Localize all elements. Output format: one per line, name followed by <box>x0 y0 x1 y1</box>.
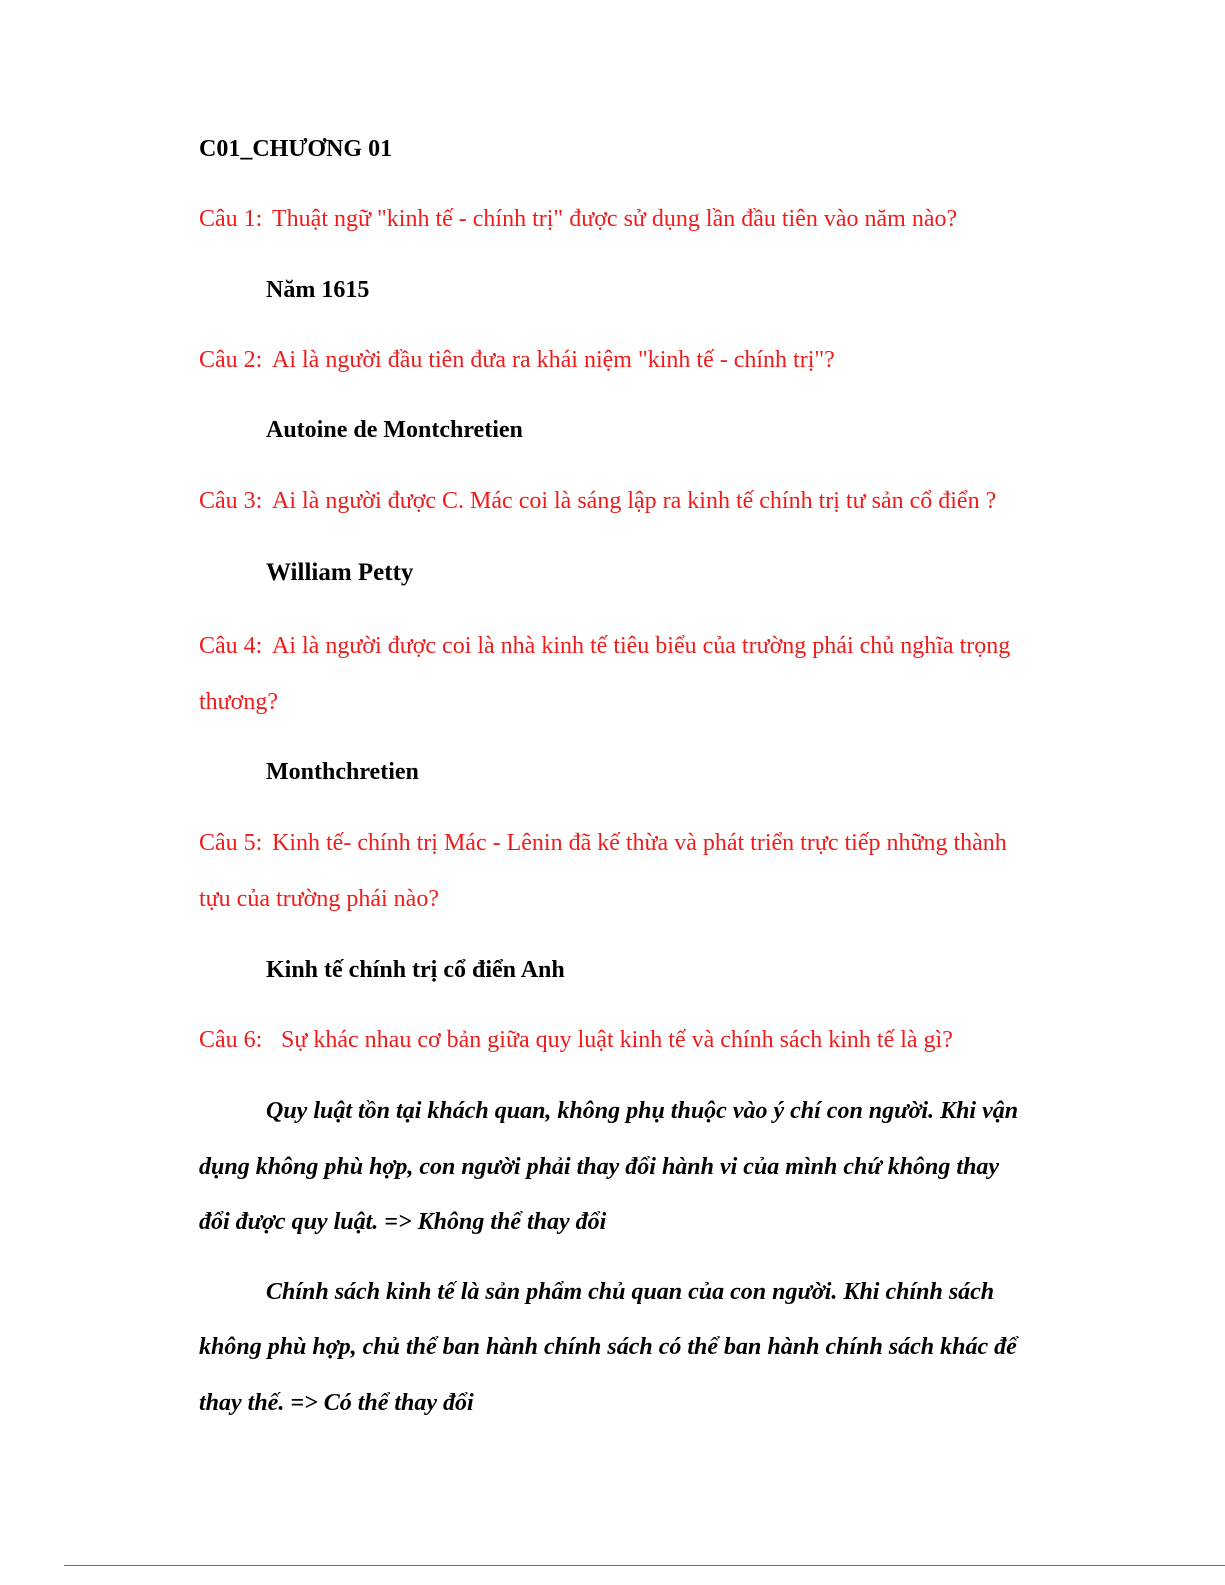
answer-4: Monthchretien <box>266 759 419 785</box>
question-text: Sự khác nhau cơ bản giữa quy luật kinh tế và chính sách kinh tế là gì? <box>281 1027 953 1053</box>
question-4 <box>199 631 1010 661</box>
answer-1: Năm 1615 <box>266 277 370 303</box>
question-5-continued: tựu của trường phái nào? <box>199 886 439 912</box>
question-number: Câu 2: <box>199 347 263 373</box>
answer-6-paragraph-2-line-1: Chính sách kinh tế là sản phẩm chủ quan của con người. Khi chính sách <box>266 1279 995 1305</box>
question-text: Thuật ngữ "kinh tế - chính trị" được sử dụng lần đầu tiên vào năm nào? <box>272 206 958 232</box>
answer-6-paragraph-1-line-2: dụng không phù hợp, con người phải thay đổi hành vi của mình chứ không thay <box>199 1154 1000 1180</box>
answer-3: William Petty <box>266 559 414 586</box>
question-text: Ai là người được C. Mác coi là sáng lập ra kinh tế chính trị tư sản cổ điển ? <box>272 488 997 514</box>
answer-2: Autoine de Montchretien <box>266 417 523 443</box>
question-2 <box>199 345 835 375</box>
question-text: Kinh tế- chính trị Mác - Lênin đã kế thừa và phát triển trực tiếp những thành <box>272 830 1007 856</box>
question-number: Câu 6: <box>199 1027 263 1053</box>
question-4-continued: thương? <box>199 689 279 715</box>
answer-6-paragraph-2-line-3: thay thế. => Có thể thay đổi <box>199 1390 474 1416</box>
answer-6-paragraph-2-line-2: không phù hợp, chủ thể ban hành chính sách có thể ban hành chính sách khác để <box>199 1334 1017 1360</box>
question-number: Câu 5: <box>199 830 263 856</box>
question-text: Ai là người được coi là nhà kinh tế tiêu biểu của trường phái chủ nghĩa trọng <box>272 633 1011 659</box>
answer-5: Kinh tế chính trị cổ điển Anh <box>266 957 565 983</box>
question-number: Câu 3: <box>199 488 263 514</box>
answer-6-paragraph-1-line-1: Quy luật tồn tại khách quan, không phụ thuộc vào ý chí con người. Khi vận <box>266 1098 1019 1124</box>
question-5 <box>199 828 1007 858</box>
question-3 <box>199 486 996 516</box>
question-6 <box>199 1025 953 1055</box>
question-text: Ai là người đầu tiên đưa ra khái niệm "kinh tế - chính trị"? <box>272 347 835 373</box>
question-number: Câu 1: <box>199 206 263 232</box>
answer-6-paragraph-1-line-3: đổi được quy luật. => Không thể thay đổi <box>199 1209 607 1235</box>
page-bottom-rule <box>64 1565 1225 1566</box>
question-number: Câu 4: <box>199 633 263 659</box>
question-1 <box>199 204 957 234</box>
document-title: C01_CHƯƠNG 01 <box>199 136 393 162</box>
